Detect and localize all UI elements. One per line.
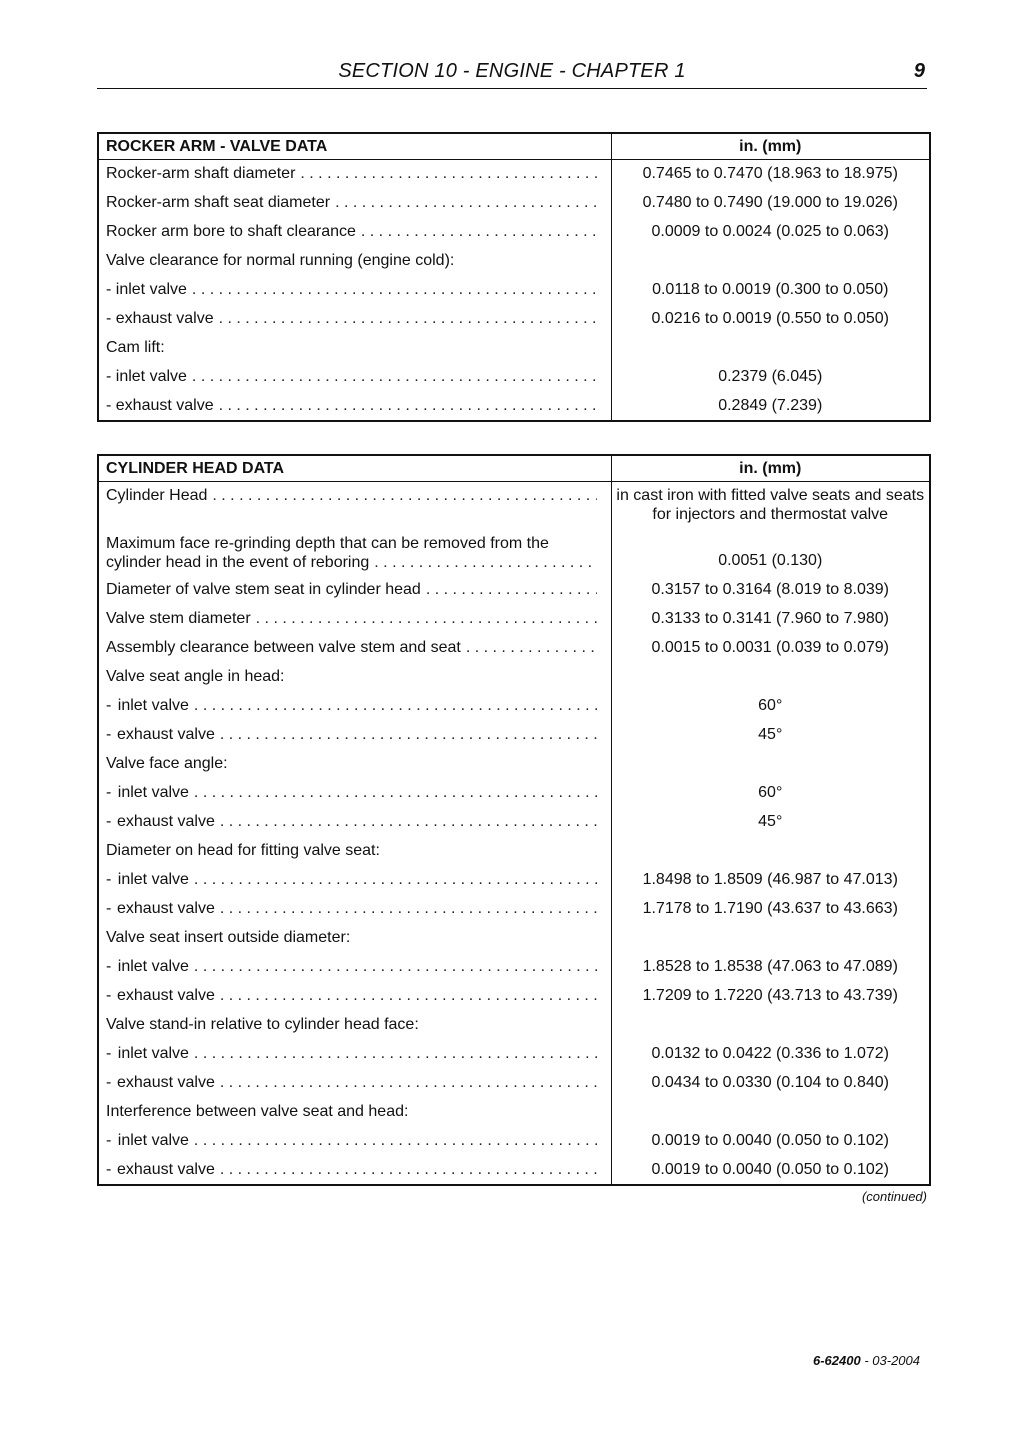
- row-label: inlet valve: [117, 1045, 189, 1062]
- leader-dots: [192, 281, 597, 299]
- row-value: 1.7178 to 1.7190 (43.637 to 43.663): [611, 895, 930, 924]
- leader-dots: [426, 581, 597, 599]
- row-label: exhaust valve: [117, 900, 215, 917]
- dash-bullet: -: [106, 784, 112, 801]
- row-label: - exhaust valve: [106, 310, 214, 327]
- dash-bullet: -: [106, 813, 112, 830]
- table-row: [98, 576, 930, 605]
- table-row: [98, 189, 930, 218]
- dash-bullet: -: [106, 726, 112, 743]
- row-label: Valve clearance for normal running (engine cold):: [106, 252, 455, 269]
- row-label: - inlet valve: [106, 281, 187, 298]
- row-value: [611, 247, 930, 276]
- row-value: 0.0216 to 0.0019 (0.550 to 0.050): [611, 305, 930, 334]
- table-row: [98, 837, 930, 866]
- row-value: 0.0132 to 0.0422 (0.336 to 1.072): [611, 1040, 930, 1069]
- leader-dots: [361, 223, 597, 241]
- leader-dots: [219, 310, 597, 328]
- row-value: 0.3133 to 0.3141 (7.960 to 7.980): [611, 605, 930, 634]
- leader-dots: [212, 487, 596, 505]
- table-heading: ROCKER ARM - VALVE DATA: [98, 133, 611, 160]
- row-label: Valve stand-in relative to cylinder head face:: [106, 1016, 419, 1033]
- row-value: 0.0019 to 0.0040 (0.050 to 0.102): [611, 1156, 930, 1185]
- table-row: [98, 721, 930, 750]
- row-value: 0.0434 to 0.0330 (0.104 to 0.840): [611, 1069, 930, 1098]
- leader-dots: [194, 871, 597, 889]
- table-header-row: [98, 455, 930, 482]
- leader-dots: [300, 165, 596, 183]
- leader-dots: [219, 397, 597, 415]
- page-footer: [813, 1353, 920, 1368]
- leader-dots: [220, 987, 597, 1005]
- leader-dots: [466, 639, 597, 657]
- leader-dots: [220, 726, 597, 744]
- table-row: [98, 247, 930, 276]
- row-value: 0.0019 to 0.0040 (0.050 to 0.102): [611, 1127, 930, 1156]
- unit-heading: in. (mm): [611, 133, 930, 160]
- row-value: 60°: [611, 779, 930, 808]
- table-row: [98, 218, 930, 247]
- leader-dots: [194, 697, 597, 715]
- leader-dots: [194, 1045, 597, 1063]
- row-label: Valve stem diameter: [106, 610, 251, 627]
- row-value: 0.2849 (7.239): [611, 392, 930, 421]
- table-row: [98, 866, 930, 895]
- row-label: Valve face angle:: [106, 755, 228, 772]
- table-row: [98, 392, 930, 421]
- row-label-line1: Maximum face re-grinding depth that can be removed from the: [106, 534, 549, 552]
- row-value: [611, 924, 930, 953]
- table-row: [98, 1156, 930, 1185]
- table-row: [98, 779, 930, 808]
- table-row: [98, 692, 930, 721]
- dash-bullet: -: [106, 1132, 112, 1149]
- row-value: 0.3157 to 0.3164 (8.019 to 8.039): [611, 576, 930, 605]
- leader-dots: [374, 553, 596, 572]
- row-value: 0.7480 to 0.7490 (19.000 to 19.026): [611, 189, 930, 218]
- section-title: SECTION 10 - ENGINE - CHAPTER 1: [338, 60, 686, 82]
- table-row: [98, 895, 930, 924]
- row-label: Diameter of valve stem seat in cylinder head: [106, 581, 421, 598]
- row-label: inlet valve: [117, 958, 189, 975]
- row-value: 60°: [611, 692, 930, 721]
- row-label: Diameter on head for fitting valve seat:: [106, 842, 380, 859]
- row-label: inlet valve: [117, 871, 189, 888]
- row-label: exhaust valve: [117, 1160, 215, 1178]
- table-row: [98, 363, 930, 392]
- row-value: [611, 1098, 930, 1127]
- table-row: [98, 750, 930, 779]
- table-row: [98, 634, 930, 663]
- table-row: [98, 1040, 930, 1069]
- dash-bullet: -: [106, 1074, 112, 1091]
- row-label: - inlet valve: [106, 368, 187, 385]
- dash-bullet: -: [106, 1160, 112, 1178]
- dash-bullet: -: [106, 1045, 112, 1062]
- table-row: [98, 1098, 930, 1127]
- row-label: Interference between valve seat and head:: [106, 1103, 409, 1120]
- row-value: 0.0118 to 0.0019 (0.300 to 0.050): [611, 276, 930, 305]
- leader-dots: [194, 1132, 597, 1150]
- continued-note: (continued): [861, 1189, 927, 1204]
- row-value: 0.0015 to 0.0031 (0.039 to 0.079): [611, 634, 930, 663]
- leader-dots: [335, 194, 596, 212]
- dash-bullet: -: [106, 958, 112, 975]
- row-value: 0.0009 to 0.0024 (0.025 to 0.063): [611, 218, 930, 247]
- leader-dots: [220, 813, 597, 831]
- leader-dots: [220, 1161, 597, 1179]
- row-value: 0.7465 to 0.7470 (18.963 to 18.975): [611, 160, 930, 189]
- row-label: exhaust valve: [117, 1074, 215, 1091]
- table-heading: CYLINDER HEAD DATA: [98, 455, 611, 482]
- row-label: Cylinder Head: [106, 487, 208, 504]
- dash-bullet: -: [106, 900, 112, 917]
- row-label: Rocker-arm shaft diameter: [106, 165, 296, 183]
- table-row: [98, 924, 930, 953]
- table-header-row: [98, 133, 930, 160]
- table-row: [98, 1127, 930, 1156]
- dash-bullet: -: [106, 697, 112, 714]
- dash-bullet: -: [106, 871, 112, 888]
- row-value: in cast iron with fitted valve seats and seats for injectors and thermostat valve: [611, 482, 930, 529]
- leader-dots: [194, 784, 597, 802]
- row-label: inlet valve: [117, 784, 189, 801]
- row-value: 45°: [611, 721, 930, 750]
- dash-bullet: -: [106, 987, 112, 1004]
- leader-dots: [256, 610, 597, 628]
- table-row: [98, 982, 930, 1011]
- row-value: [611, 334, 930, 363]
- table-row: [98, 953, 930, 982]
- table-row: [98, 160, 930, 189]
- row-value: [611, 750, 930, 779]
- table-row: [98, 482, 930, 529]
- row-value: 0.0051 (0.130): [611, 529, 930, 576]
- table-row: [98, 663, 930, 692]
- row-label: Assembly clearance between valve stem and seat: [106, 639, 461, 656]
- table-row: [98, 305, 930, 334]
- leader-dots: [220, 900, 597, 918]
- row-label: Rocker-arm shaft seat diameter: [106, 194, 331, 211]
- row-label: - exhaust valve: [106, 396, 214, 414]
- table-row: [98, 1011, 930, 1040]
- document-date: 03-2004: [872, 1353, 920, 1368]
- row-label-line2: cylinder head in the event of reboring: [106, 553, 370, 571]
- row-label: Valve seat angle in head:: [106, 668, 285, 685]
- row-label: exhaust valve: [117, 987, 215, 1004]
- row-label: exhaust valve: [117, 813, 215, 830]
- row-value: 1.8528 to 1.8538 (47.063 to 47.089): [611, 953, 930, 982]
- page-number: 9: [913, 60, 925, 82]
- row-value: [611, 1011, 930, 1040]
- document-number: 6-62400: [813, 1353, 861, 1368]
- table-row: [98, 276, 930, 305]
- row-label: Valve seat insert outside diameter:: [106, 929, 351, 946]
- footer-separator: -: [860, 1353, 873, 1368]
- page-header: [97, 58, 927, 89]
- row-label: inlet valve: [117, 1132, 189, 1149]
- table-row: [98, 605, 930, 634]
- row-label: Cam lift:: [106, 339, 165, 356]
- row-label: inlet valve: [117, 697, 189, 714]
- table-row: [98, 529, 930, 576]
- row-value: 45°: [611, 808, 930, 837]
- leader-dots: [220, 1074, 597, 1092]
- leader-dots: [194, 958, 597, 976]
- table-row: [98, 808, 930, 837]
- table-row: [98, 1069, 930, 1098]
- row-label: exhaust valve: [117, 726, 215, 743]
- table-row: [98, 334, 930, 363]
- cylinder-head-data-table: [97, 454, 931, 1186]
- leader-dots: [192, 368, 597, 386]
- row-label: Rocker arm bore to shaft clearance: [106, 223, 356, 240]
- row-value: 1.7209 to 1.7220 (43.713 to 43.739): [611, 982, 930, 1011]
- rocker-arm-valve-data-table: [97, 132, 931, 422]
- row-value: 1.8498 to 1.8509 (46.987 to 47.013): [611, 866, 930, 895]
- row-value: [611, 663, 930, 692]
- unit-heading: in. (mm): [611, 455, 930, 482]
- row-value: 0.2379 (6.045): [611, 363, 930, 392]
- row-value: [611, 837, 930, 866]
